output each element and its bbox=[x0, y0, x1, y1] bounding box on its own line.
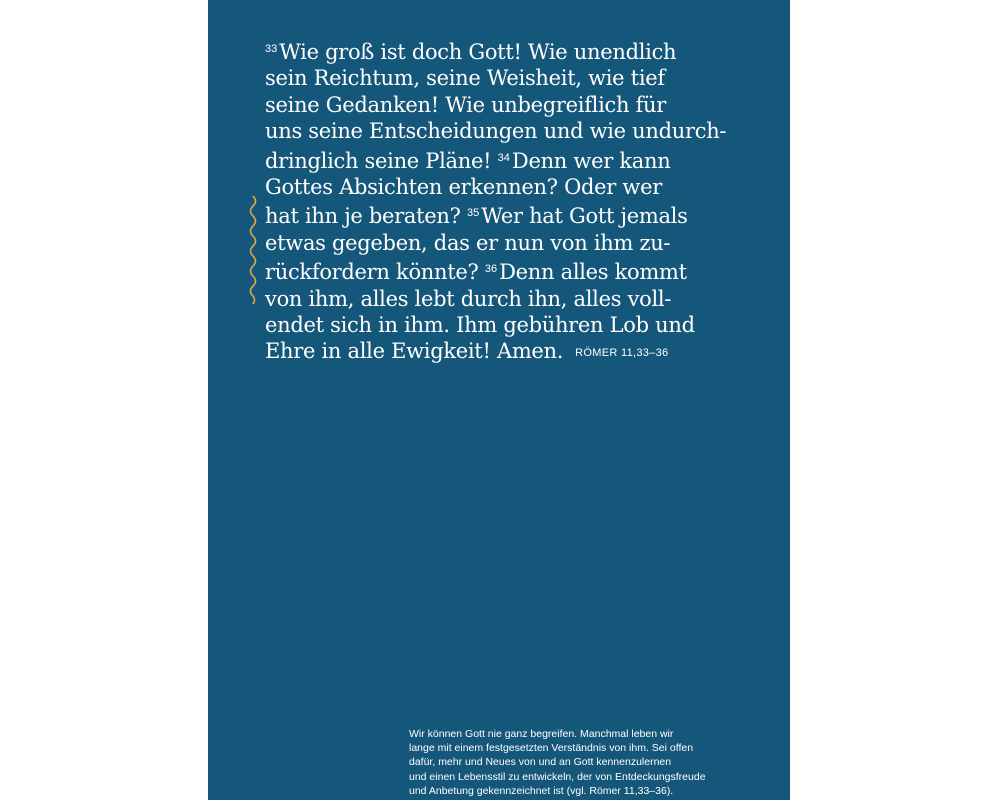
verse-line bbox=[265, 65, 735, 91]
verse-line-text: Ehre in alle Ewigkeit! Amen. bbox=[265, 339, 564, 364]
verse-line-text: Wer hat Gott jemals bbox=[481, 204, 688, 229]
verse-line-text: endet sich in ihm. Ihm gebühren Lob und bbox=[265, 313, 695, 338]
verse-number: 36 bbox=[484, 263, 498, 276]
verse-line bbox=[265, 92, 735, 118]
verse-text bbox=[265, 36, 735, 367]
verse-number: 35 bbox=[467, 207, 480, 220]
verse-line bbox=[265, 338, 735, 366]
verse-number: 34 bbox=[497, 151, 510, 164]
verse-line-text: Gottes Absichten erkennen? Oder wer bbox=[265, 175, 662, 200]
commentary-line: und Anbetung gekennzeichnet ist (vgl. Römer 11,33–36). bbox=[409, 784, 674, 797]
verse-line bbox=[265, 230, 735, 256]
verse-line-text: dringlich seine Pläne! bbox=[265, 148, 492, 173]
squiggle-decoration-icon bbox=[246, 196, 260, 304]
verse-line bbox=[265, 200, 735, 229]
verse-line bbox=[265, 286, 735, 312]
verse-line-text: hat ihn je beraten? bbox=[265, 204, 461, 229]
commentary-line: dafür, mehr und Neues von und an Gott kennenzulernen bbox=[409, 756, 672, 769]
commentary-text bbox=[409, 727, 779, 798]
verse-line-text: rückfordern könnte? bbox=[265, 260, 479, 285]
verse-number: 33 bbox=[265, 43, 278, 55]
verse-line-text: von ihm, alles lebt durch ihn, alles voll- bbox=[265, 286, 672, 311]
commentary-line: und einen Lebensstil zu entwickeln, der von Entdeckungsfreude bbox=[409, 770, 706, 783]
commentary-line: Wir können Gott nie ganz begreifen. Manchmal leben wir bbox=[409, 728, 674, 740]
verse-line-text: Denn alles kommt bbox=[499, 260, 687, 285]
verse-line-text: seine Gedanken! Wie unbegreiflich für bbox=[265, 92, 667, 117]
scripture-reference: RÖMER 11,33–36 bbox=[575, 347, 669, 360]
verse-line bbox=[265, 256, 735, 285]
verse-line-text: sein Reichtum, seine Weisheit, wie tief bbox=[265, 66, 665, 91]
verse-line bbox=[265, 36, 735, 65]
verse-line-text: uns seine Entscheidungen und wie undurch- bbox=[265, 119, 727, 144]
verse-line-text: etwas gegeben, das er nun von ihm zu- bbox=[265, 230, 671, 255]
verse-line-text: Wie groß ist doch Gott! Wie unendlich bbox=[279, 40, 677, 64]
verse-line bbox=[265, 174, 735, 200]
commentary-line: lange mit einem festgesetzten Verständnis von ihm. Sei offen bbox=[409, 742, 694, 755]
verse-line bbox=[265, 118, 735, 144]
verse-line bbox=[265, 145, 735, 174]
verse-line bbox=[265, 312, 735, 338]
verse-line-text: Denn wer kann bbox=[511, 148, 671, 173]
page bbox=[208, 0, 790, 800]
